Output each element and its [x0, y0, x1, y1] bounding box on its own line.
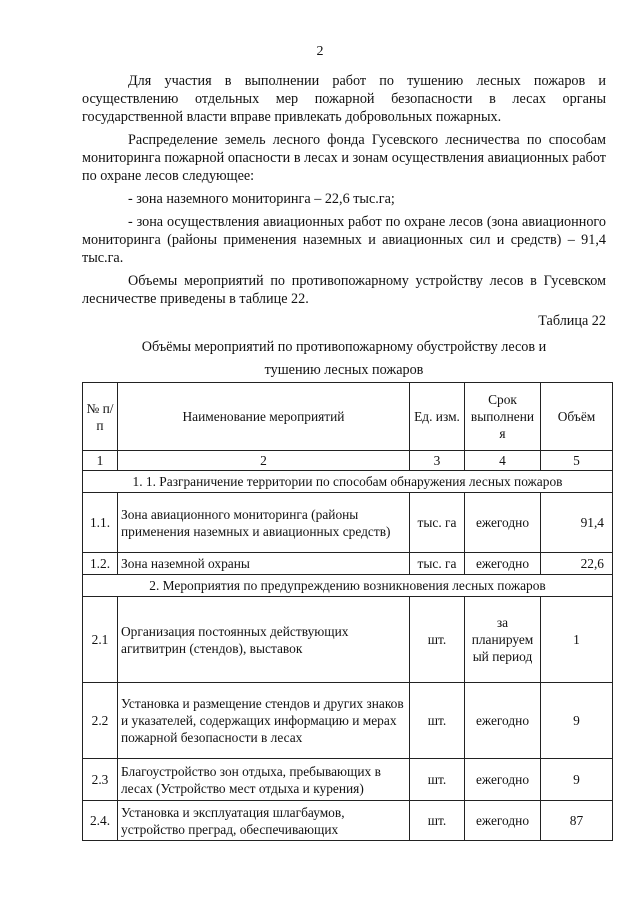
col-number: 1 — [83, 451, 118, 471]
column-number-row — [83, 451, 613, 471]
row-name: Установка и размещение стендов и других знаков и указателей, содержащих информацию и мерах пожарной безопасности в лесах — [118, 683, 410, 759]
col-number: 4 — [465, 451, 541, 471]
paragraph-distribution: Распределение земель лесного фонда Гусевского лесничества по способам мониторинга пожарной опасности в лесах и зонам осуществления авиационных работ по охране лесов следующее: — [82, 132, 606, 184]
row-num: 2.2 — [83, 683, 118, 759]
paragraph-ground-zone: - зона наземного мониторинга – 22,6 тыс.га; — [128, 191, 395, 207]
row-term: ежегодно — [465, 759, 541, 801]
row-volume: 9 — [541, 759, 613, 801]
table-row — [83, 553, 613, 575]
header-volume: Объём — [541, 383, 613, 451]
row-term: ежегодно — [465, 801, 541, 841]
row-term: за планируем ый период — [465, 597, 541, 683]
row-num: 2.4. — [83, 801, 118, 841]
row-name: Благоустройство зон отдыха, пребывающих в лесах (Устройство мест отдыха и курения) — [118, 759, 410, 801]
row-name: Установка и эксплуатация шлагбаумов, устройство преград, обеспечивающих — [118, 801, 410, 841]
page-number: 2 — [316, 44, 324, 59]
row-unit: шт. — [410, 759, 465, 801]
table-row — [83, 801, 613, 841]
header-num: № п/п — [83, 383, 118, 451]
col-number: 2 — [118, 451, 410, 471]
table-row — [83, 597, 613, 683]
header-name: Наименование мероприятий — [118, 383, 410, 451]
section-row — [83, 575, 613, 597]
table-title-line2: тушению лесных пожаров — [264, 362, 424, 378]
row-unit: шт. — [410, 801, 465, 841]
row-term: ежегодно — [465, 683, 541, 759]
paragraph-aviation-zone: - зона осуществления авиационных работ по охране лесов (зона авиационного мониторинга (районы применения наземных и авиационных сил и средств) – 91,4 тыс.га. — [82, 214, 606, 266]
paragraph-volumes: Объемы мероприятий по противопожарному устройству лесов в Гусевском лесничестве приведены в таблице 22. — [82, 273, 606, 307]
section-title: 2. Мероприятия по предупреждению возникновения лесных пожаров — [83, 575, 613, 597]
row-num: 1.1. — [83, 493, 118, 553]
paragraph-volunteers: Для участия в выполнении работ по тушению лесных пожаров и осуществлению отдельных мер пожарной безопасности в лесах органы государственной власти вправе привлекать добровольных пожарных. — [82, 73, 606, 125]
row-num: 2.3 — [83, 759, 118, 801]
table-title-line1: Объёмы мероприятий по противопожарному обустройству лесов и — [141, 339, 547, 355]
header-unit: Ед. изм. — [410, 383, 465, 451]
row-num: 1.2. — [83, 553, 118, 575]
header-term: Срок выполнени я — [465, 383, 541, 451]
row-unit: тыс. га — [410, 553, 465, 575]
row-name: Зона авиационного мониторинга (районы применения наземных и авиационных средств) — [118, 493, 410, 553]
row-name: Зона наземной охраны — [118, 553, 410, 575]
row-volume: 91,4 — [541, 493, 613, 553]
section-row — [83, 471, 613, 493]
section-title: 1. 1. Разграничение территории по способам обнаружения лесных пожаров — [83, 471, 613, 493]
col-number: 3 — [410, 451, 465, 471]
row-term: ежегодно — [465, 493, 541, 553]
table-label: Таблица 22 — [538, 313, 606, 329]
row-name: Организация постоянных действующих агитвитрин (стендов), выставок — [118, 597, 410, 683]
row-volume: 9 — [541, 683, 613, 759]
row-num: 2.1 — [83, 597, 118, 683]
row-unit: тыс. га — [410, 493, 465, 553]
table-row — [83, 493, 613, 553]
row-unit: шт. — [410, 597, 465, 683]
row-volume: 87 — [541, 801, 613, 841]
measures-table — [82, 382, 613, 841]
table-row — [83, 759, 613, 801]
row-volume: 1 — [541, 597, 613, 683]
table-header-row — [83, 383, 613, 451]
col-number: 5 — [541, 451, 613, 471]
row-unit: шт. — [410, 683, 465, 759]
row-volume: 22,6 — [541, 553, 613, 575]
row-term: ежегодно — [465, 553, 541, 575]
table-row — [83, 683, 613, 759]
